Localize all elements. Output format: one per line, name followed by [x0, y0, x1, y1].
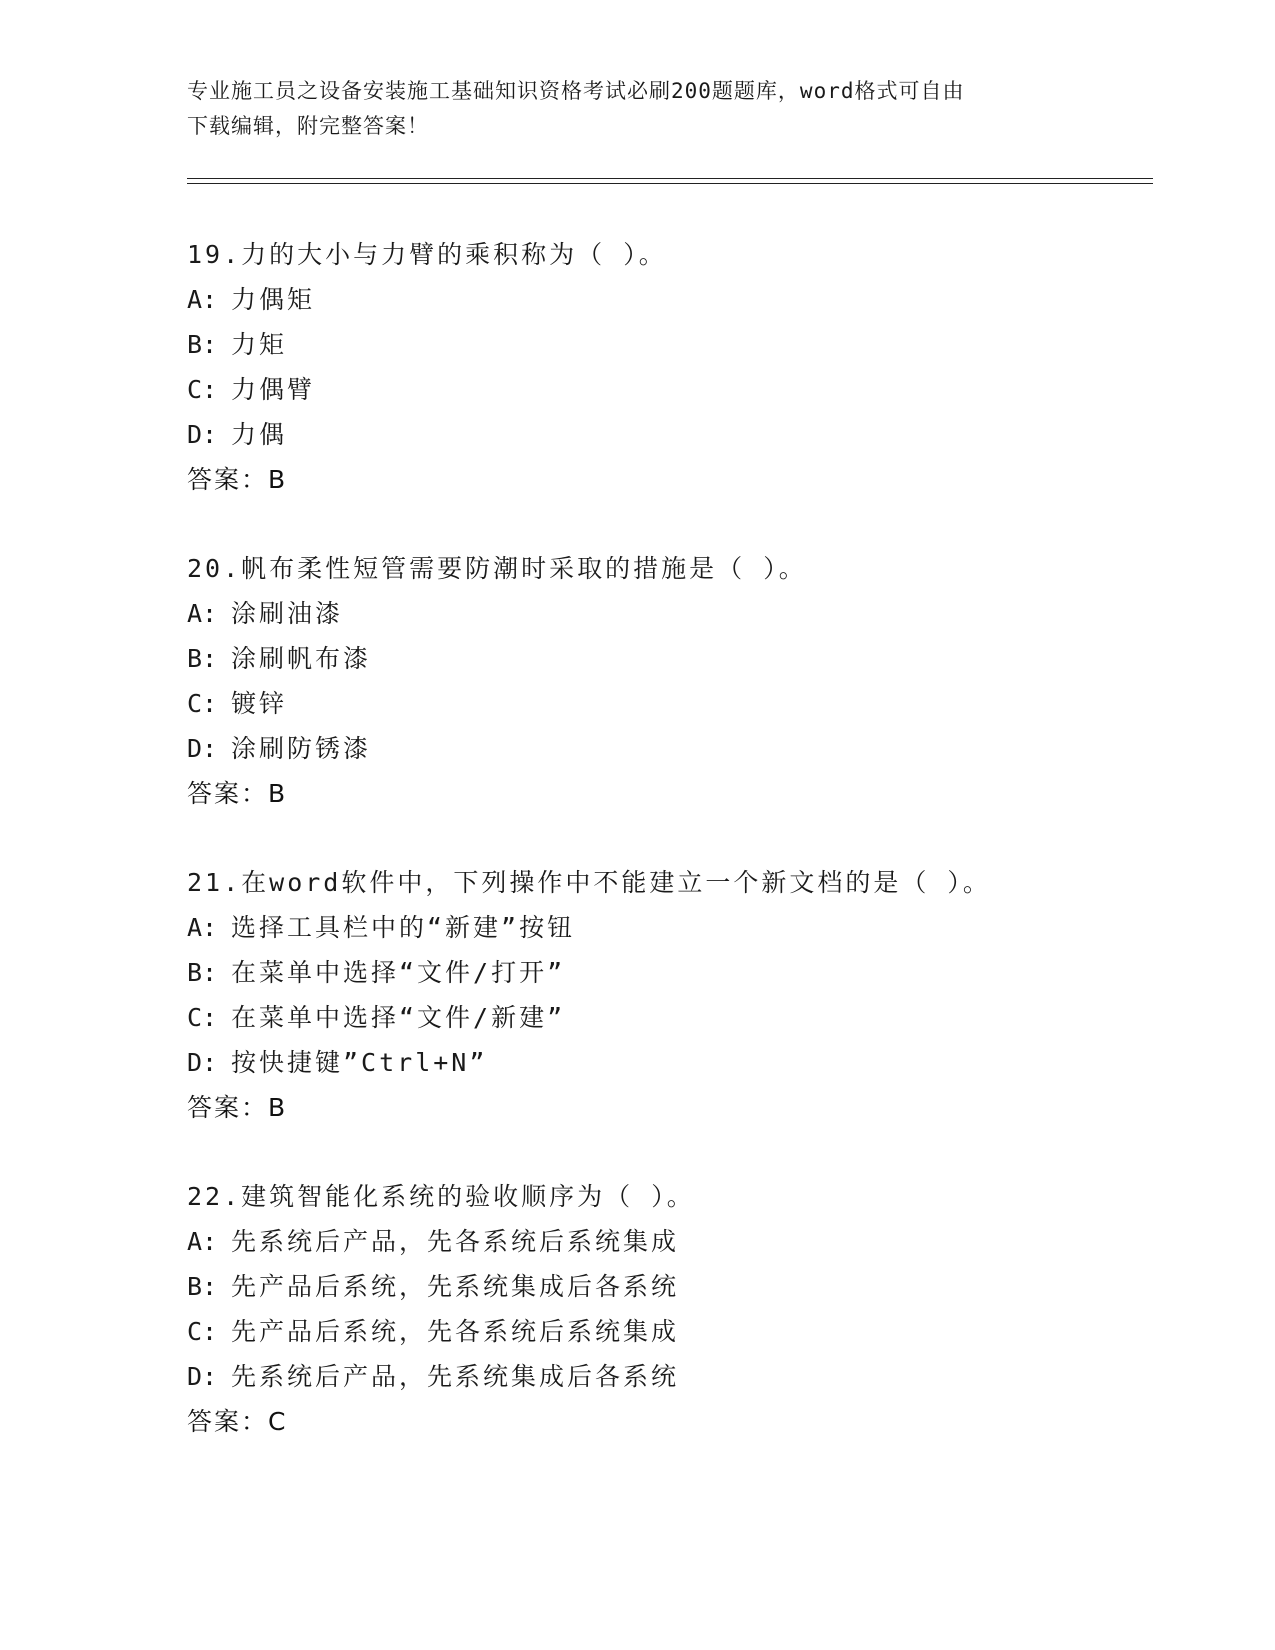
option-key: B: — [187, 644, 218, 673]
option-text: 力偶矩 — [231, 285, 316, 314]
option-key: D: — [187, 1362, 218, 1391]
option-text: 先系统后产品，先各系统后系统集成 — [231, 1227, 680, 1256]
option-key: C: — [187, 1317, 218, 1346]
option-text: 涂刷油漆 — [231, 599, 344, 628]
answer-value: B — [268, 465, 286, 494]
option-c — [187, 995, 1167, 1040]
option-key: A: — [187, 599, 218, 628]
option-key: C: — [187, 689, 218, 718]
answer-label: 答案： — [187, 779, 269, 808]
option-text: 在菜单中选择“文件/打开” — [231, 958, 566, 987]
question-text: 21.在word软件中，下列操作中不能建立一个新文档的是（ ）。 — [187, 868, 991, 897]
question-text: 22.建筑智能化系统的验收顺序为（ ）。 — [187, 1182, 695, 1211]
answer-line — [187, 771, 1167, 816]
option-d — [187, 1040, 1167, 1085]
question-22 — [187, 1174, 1167, 1444]
option-key: C: — [187, 1003, 218, 1032]
option-text: 选择工具栏中的“新建”按钮 — [231, 913, 576, 942]
answer-line — [187, 1399, 1167, 1444]
option-c — [187, 367, 1167, 412]
option-text: 力矩 — [231, 330, 288, 359]
option-c — [187, 681, 1167, 726]
option-b — [187, 1264, 1167, 1309]
option-b — [187, 636, 1167, 681]
option-key: B: — [187, 958, 218, 987]
option-key: D: — [187, 420, 218, 449]
option-key: A: — [187, 913, 218, 942]
option-a — [187, 905, 1167, 950]
option-key: D: — [187, 734, 218, 763]
question-20 — [187, 546, 1167, 816]
option-a — [187, 591, 1167, 636]
option-d — [187, 412, 1167, 457]
option-text: 先产品后系统，先各系统后系统集成 — [231, 1317, 680, 1346]
option-text: 在菜单中选择“文件/新建” — [231, 1003, 566, 1032]
option-key: B: — [187, 330, 218, 359]
option-key: C: — [187, 375, 218, 404]
option-text: 力偶臂 — [231, 375, 316, 404]
option-b — [187, 322, 1167, 367]
option-text: 先产品后系统，先系统集成后各系统 — [231, 1272, 680, 1301]
option-key: D: — [187, 1048, 218, 1077]
option-a — [187, 277, 1167, 322]
option-text: 涂刷帆布漆 — [231, 644, 372, 673]
answer-line — [187, 1085, 1167, 1130]
header-line-2: 下载编辑，附完整答案！ — [187, 114, 429, 138]
header-rule-bottom — [187, 183, 1153, 184]
option-text: 涂刷防锈漆 — [231, 734, 372, 763]
option-key: B: — [187, 1272, 218, 1301]
option-a — [187, 1219, 1167, 1264]
option-text: 按快捷键”Ctrl+N” — [231, 1048, 488, 1077]
question-21 — [187, 860, 1167, 1130]
question-19 — [187, 232, 1167, 502]
option-d — [187, 1354, 1167, 1399]
answer-line — [187, 457, 1167, 502]
answer-value: B — [268, 1093, 286, 1122]
option-key: A: — [187, 285, 218, 314]
answer-label: 答案： — [187, 1407, 269, 1436]
answer-value: B — [268, 779, 286, 808]
option-b — [187, 950, 1167, 995]
option-text: 先系统后产品，先系统集成后各系统 — [231, 1362, 680, 1391]
question-text: 19.力的大小与力臂的乘积称为（ ）。 — [187, 240, 667, 269]
question-text: 20.帆布柔性短管需要防潮时采取的措施是（ ）。 — [187, 554, 807, 583]
option-c — [187, 1309, 1167, 1354]
header-line-1: 专业施工员之设备安装施工基础知识资格考试必刷200题题库，word格式可自由 — [187, 79, 965, 103]
option-text: 力偶 — [231, 420, 288, 449]
option-text: 镀锌 — [231, 689, 288, 718]
answer-value: C — [268, 1407, 286, 1436]
document-header — [187, 74, 1087, 144]
answer-label: 答案： — [187, 1093, 269, 1122]
answer-label: 答案： — [187, 465, 269, 494]
option-key: A: — [187, 1227, 218, 1256]
option-d — [187, 726, 1167, 771]
header-rule-top — [187, 178, 1153, 179]
